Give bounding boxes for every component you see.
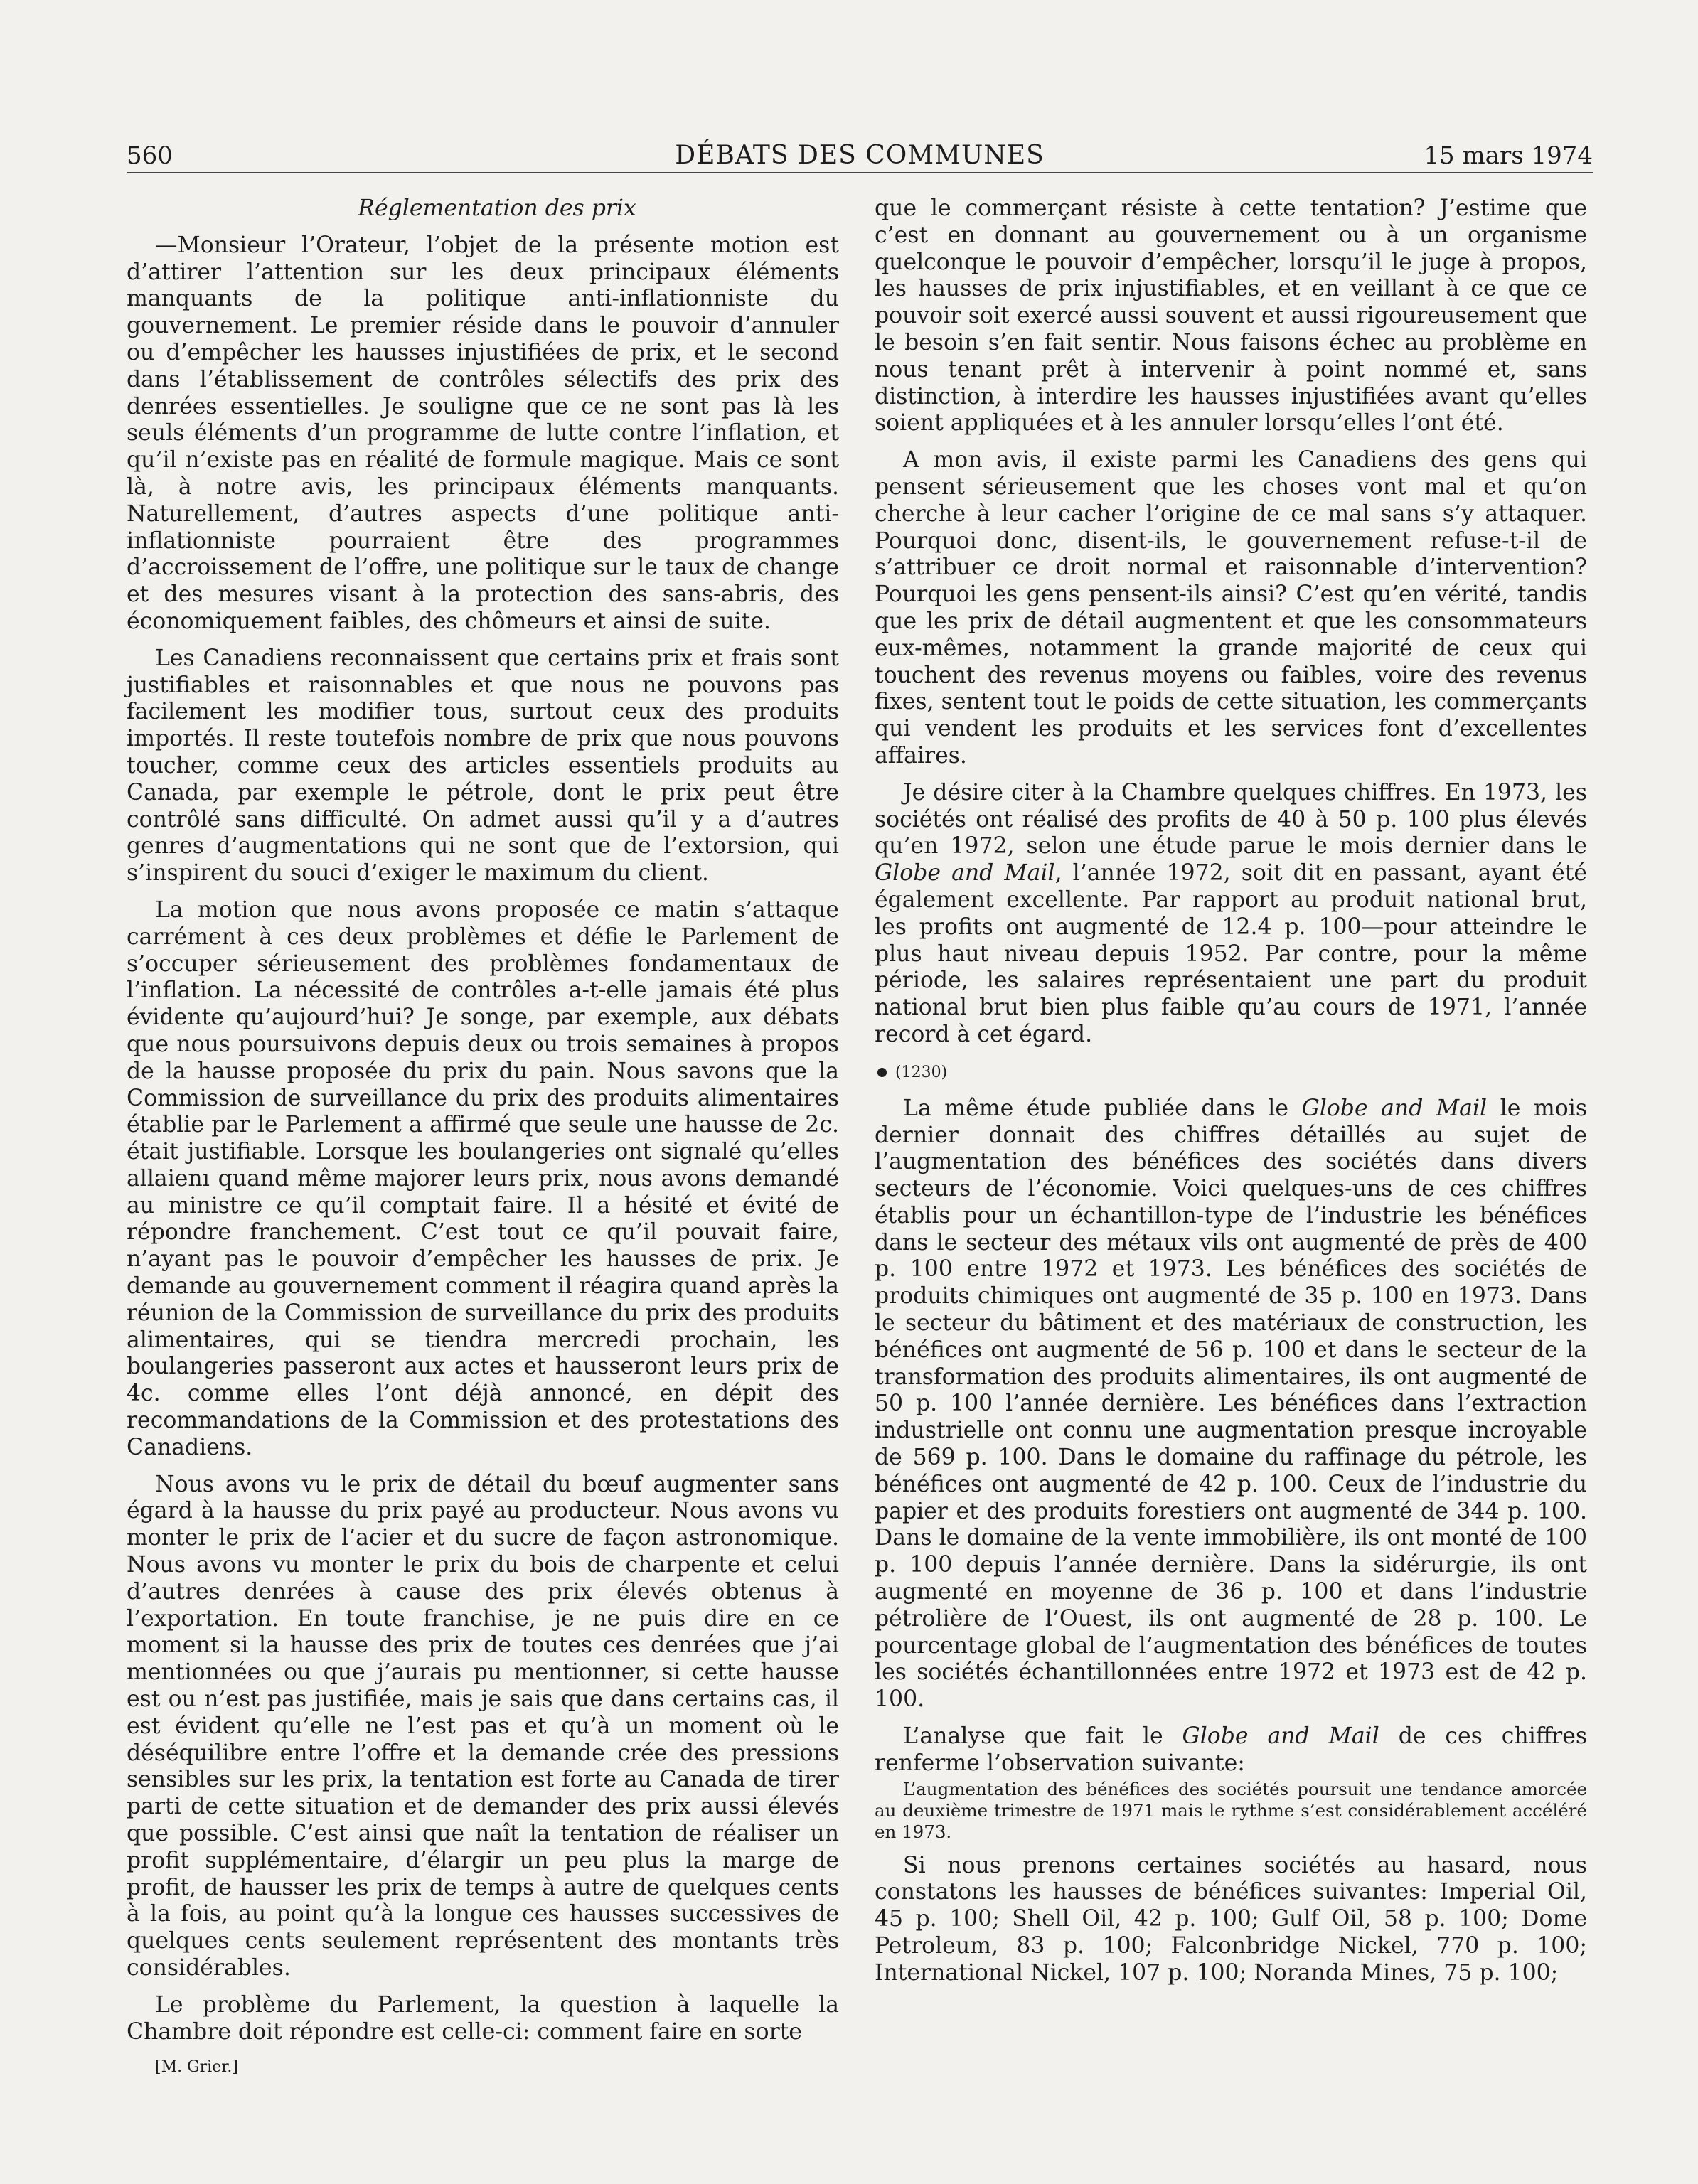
block-quote: L’augmentation des bénéfices des sociétés poursuit une tendance amorcée au deuxième trimestre de 1971 mais le rythme s’est considérablement accéléré en 1973. — [875, 1778, 1587, 1842]
text-run: L’analyse que fait le — [903, 1723, 1182, 1750]
paragraph: La motion que nous avons proposée ce matin s’attaque carrément à ces deux problèmes et défie le Parlement de s’occuper sérieusement des problèmes fondamentaux de l’inflation. La nécessité de contrôles a-t-elle jamais été plus évidente qu’aujourd’hui? Je songe, par exemple, aux débats que nous poursuivons depuis deux ou trois semaines à propos de la hausse proposée du prix du pain. Nous savons que la Commission de surveillance du prix des produits alimentaires établie par le Parlement a affirmé que seule une hausse de 2c. était justifiable. Lorsque les boulangeries ont signalé qu’elles allaienı quand même majorer leurs prix, nous avons demandé au ministre ce qu’il comptait faire. Il a hésité et évité de répondre franchement. C’est tout ce qu’il pouvait faire, n’ayant pas le pouvoir d’empêcher les hausses de prix. Je demande au gouvernement comment il réagira quand après la réunion de la Commission de surveillance du prix des produits alimentaires, qui se tiendra mercredi prochain, les boulangeries passeront aux actes et hausseront leurs prix de 4c. comme elles l’ont déjà annoncé, en dépit des recommandations de la Commission et des protestations des Canadiens. — [127, 896, 839, 1460]
page-number: 560 — [127, 141, 173, 170]
paragraph: —Monsieur l’Orateur, l’objet de la présente motion est d’attirer l’attention sur les deux principaux éléments manquants de la politique anti-inflationniste du gouvernement. Le premier réside dans le pouvoir d’annuler ou d’empêcher les hausses injustifiées de prix, et le second dans l’établissement de contrôles sélectifs des prix des denrées essentielles. Je souligne que ce ne sont pas là les seuls éléments d’un programme de lutte contre l’inflation, et qu’il n’existe pas en réalité de formule magique. Mais ce sont là, à notre avis, les principaux éléments manquants. Naturellement, d’autres aspects d’une politique anti-inflationniste pourraient être des programmes d’accroissement de l’offre, une politique sur le taux de change et des mesures visant à la protection des sans-abris, des économiquement faibles, des chômeurs et ainsi de suite. — [127, 232, 839, 634]
speaker-attribution: [M. Grier.] — [155, 2058, 238, 2077]
paragraph: que le commerçant résiste à cette tentation? J’estime que c’est en donnant au gouvernement ou à un organisme quelconque le pouvoir d’empêcher, lorsqu’il le juge à propos, les hausses de prix injustifiables, et en veillant à ce que ce pouvoir soit exercé aussi souvent et aussi rigoureusement que le besoin s’en fait sentir. Nous faisons échec au problème en nous tenant prêt à intervenir à point nommé et, sans distinction, à interdire les hausses injustifiées avant qu’elles soient appliquées et à les annuler lorsqu’elles l’ont été. — [875, 196, 1587, 437]
right-column — [875, 196, 1587, 1997]
paragraph: Nous avons vu le prix de détail du bœuf augmenter sans égard à la hausse du prix payé au producteur. Nous avons vu monter le prix de l’acier et du sucre de façon astronomique. Nous avons vu monter le prix du bois de charpente et celui d’autres denrées à cause des prix élevés obtenus à l’exportation. En toute franchise, je ne puis dire en ce moment si la hausse des prix de toutes ces denrées que j’ai mentionnées ou que j’aurais pu mentionner, si cette hausse est ou n’est pas justifiée, mais je sais que dans certains cas, il est évident qu’elle ne l’est pas et qu’à un moment où le déséquilibre entre l’offre et la demande crée des pressions sensibles sur les prix, la tentation est forte au Canada de tirer parti de cette situation et de demander des prix aussi élevés que possible. C’est ainsi que naît la tentation de réaliser un profit supplémentaire, d’élargir un peu plus la marge de profit, de hausser les prix de temps à autre de quelques cents à la fois, au point qu’à la longue ces hausses successives de quelques cents seulement représentent des montants très considérables. — [127, 1471, 839, 1981]
journal-title: DÉBATS DES COMMUNES — [675, 141, 1045, 170]
left-column — [127, 196, 839, 2089]
paragraph — [875, 780, 1587, 1049]
time-marker — [875, 1059, 1587, 1087]
text-run: La même étude publiée dans le — [903, 1095, 1302, 1121]
issue-date: 15 mars 1974 — [1424, 141, 1593, 170]
bullet-dot-icon — [877, 1068, 887, 1077]
text-run: , l’année 1972, soit dit en passant, ayant été également excellente. Par rapport au produit national brut, les profits ont augmenté de 12.4 p. 100—pour atteindre le plus haut niveau depuis 1952. Par contre, pour la même période, les salaires représentaient une part du produit national brut bien plus faible qu’au cours de 1971, l’année record à cet égard. — [875, 860, 1588, 1047]
paragraph — [875, 1096, 1587, 1713]
newspaper-name: Globe and Mail — [875, 860, 1055, 887]
section-subheading: Réglementation des prix — [358, 196, 636, 221]
newspaper-name: Globe and Mail — [1301, 1095, 1488, 1121]
text-run: Je désire citer à la Chambre quelques chiffres. En 1973, les sociétés ont réalisé des profits de 40 à 50 p. 100 plus élevés qu’en 1972, selon une étude parue le mois dernier dans le — [875, 779, 1587, 860]
text-run: le mois dernier donnait des chiffres détaillés au sujet de l’augmentation des bénéfices des sociétés dans divers secteurs de l’économie. Voici quelques-uns de ces chiffres établis pour un échantillon-type de l’industrie les bénéfices dans le secteur des métaux vils ont augmenté de près de 400 p. 100 entre 1972 et 1973. Les bénéfices des sociétés de produits chimiques ont augmenté de 35 p. 100 en 1973. Dans le secteur du bâtiment et des matériaux de construction, les bénéfices ont augmenté de 56 p. 100 et dans le secteur de la transformation des produits alimentaires, ils ont augmenté de 50 p. 100 l’année dernière. Les bénéfices dans l’extraction industrielle ont connu une augmentation presque incroyable de 569 p. 100. Dans le domaine du raffinage du pétrole, les bénéfices ont augmenté de 42 p. 100. Ceux de l’industrie du papier et des produits forestiers ont augmenté de 344 p. 100. Dans le domaine de la vente immobilière, ils ont monté de 100 p. 100 depuis l’année dernière. Dans la sidérurgie, ils ont augmenté en moyenne de 36 p. 100 et dans l’industrie pétrolière de l’Ouest, ils ont augmenté de 28 p. 100. Le pourcentage global de l’augmentation des bénéfices de toutes les sociétés échantillonnées entre 1972 et 1973 est de 42 p. 100. — [875, 1095, 1587, 1713]
paragraph: Si nous prenons certaines sociétés au hasard, nous constatons les hausses de bénéfices suivantes: Imperial Oil, 45 p. 100; Shell Oil, 42 p. 100; Gulf Oil, 58 p. 100; Dome Petroleum, 83 p. 100; Falconbridge Nickel, 770 p. 100; International Nickel, 107 p. 100; Noranda Mines, 75 p. 100; — [875, 1852, 1587, 1986]
paragraph — [875, 1723, 1587, 1777]
paragraph: Les Canadiens reconnaissent que certains prix et frais sont justifiables et raisonnables et que nous ne pouvons pas facilement les modifier tous, surtout ceux des produits importés. Il reste toutefois nombre de prix que nous pouvons toucher, comme ceux des articles essentiels produits au Canada, par exemple le pétrole, dont le prix peut être contrôlé sans difficulté. On admet aussi qu’il y a d’autres genres d’augmentations qui ne sont que de l’extorsion, qui s’inspirent du souci d’exiger le maximum du client. — [127, 645, 839, 887]
time-marker-label: (1230) — [895, 1063, 948, 1081]
page-header — [127, 139, 1593, 173]
text-run: de ces chiffres renferme l’observation suivante: — [875, 1723, 1588, 1776]
paragraph: A mon avis, il existe parmi les Canadiens des gens qui pensent sérieusement que les choses vont mal et qu’on cherche à leur cacher l’origine de ce mal sans s’y attaquer. Pourquoi donc, disent-ils, le gouvernement refuse-t-il de s’attribuer ce droit normal et raisonnable d’intervention? Pourquoi les gens pensent-ils ainsi? C’est qu’en vérité, tandis que les prix de détail augmentent et que les consommateurs eux-mêmes, notamment la grande majorité de ceux qui touchent des revenus moyens ou faibles, voire des revenus fixes, sentent tout le poids de cette situation, les commerçants qui vendent les produits et les services font d’excellentes affaires. — [875, 447, 1587, 769]
newspaper-name: Globe and Mail — [1182, 1723, 1379, 1750]
paragraph: Le problème du Parlement, la question à laquelle la Chambre doit répondre est celle-ci: comment faire en sorte — [127, 1991, 839, 2045]
